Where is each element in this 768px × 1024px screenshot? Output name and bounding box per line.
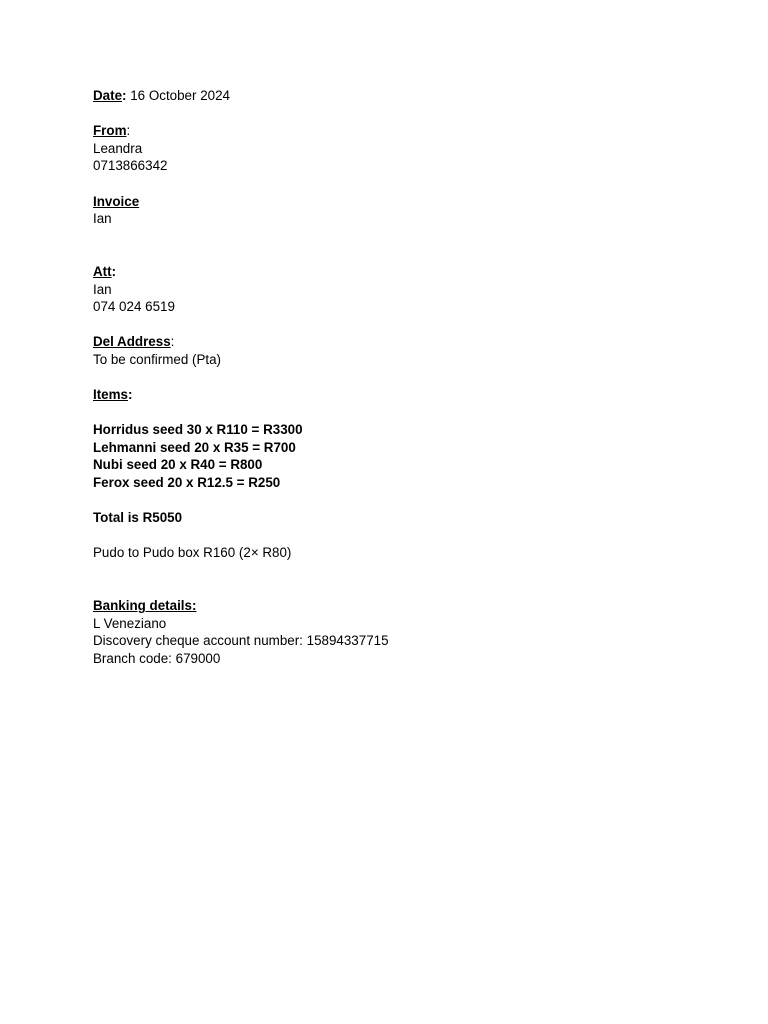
invoice-name: Ian: [93, 211, 112, 227]
from-colon: :: [126, 123, 131, 139]
banking-name: L Veneziano: [93, 615, 167, 631]
items-label: Items: [93, 387, 128, 403]
att-colon: :: [111, 263, 117, 279]
att-phone: 074 024 6519: [93, 299, 175, 315]
items-colon: :: [127, 387, 133, 403]
banking-branch: Branch code: 679000: [93, 651, 221, 666]
item-line: Lehmanni seed 20 x R35 = R700: [93, 439, 296, 455]
shipping-line: Pudo to Pudo box R160 (2× R80): [93, 545, 292, 561]
date-colon: :: [122, 88, 127, 103]
invoice-document: [93, 87, 693, 668]
invoice-label: Invoice: [93, 193, 140, 209]
invoice-heading: [93, 193, 693, 211]
att-heading: [93, 263, 693, 281]
from-phone: 0713866342: [93, 158, 168, 174]
from-heading: [93, 122, 693, 140]
item-line: Nubi seed 20 x R40 = R800: [93, 457, 263, 473]
date-line: [93, 87, 693, 105]
banking-heading: [93, 597, 693, 615]
from-label: From: [93, 123, 127, 139]
banking-label: Banking details:: [93, 598, 197, 614]
item-line: Horridus seed 30 x R110 = R3300: [93, 422, 303, 438]
delivery-address: To be confirmed (Pta): [93, 351, 222, 367]
date-label: Date: [93, 88, 123, 103]
banking-account: Discovery cheque account number: 15894337715: [93, 633, 389, 649]
delivery-colon: :: [170, 334, 175, 350]
att-label: Att: [93, 263, 112, 279]
items-heading: [93, 386, 693, 404]
item-line: Ferox seed 20 x R12.5 = R250: [93, 475, 281, 491]
att-name: Ian: [93, 281, 112, 297]
total-line: Total is R5050: [93, 510, 183, 526]
delivery-label: Del Address: [93, 334, 171, 350]
from-name: Leandra: [93, 140, 143, 156]
date-value: 16 October 2024: [126, 88, 230, 103]
delivery-heading: [93, 333, 693, 351]
